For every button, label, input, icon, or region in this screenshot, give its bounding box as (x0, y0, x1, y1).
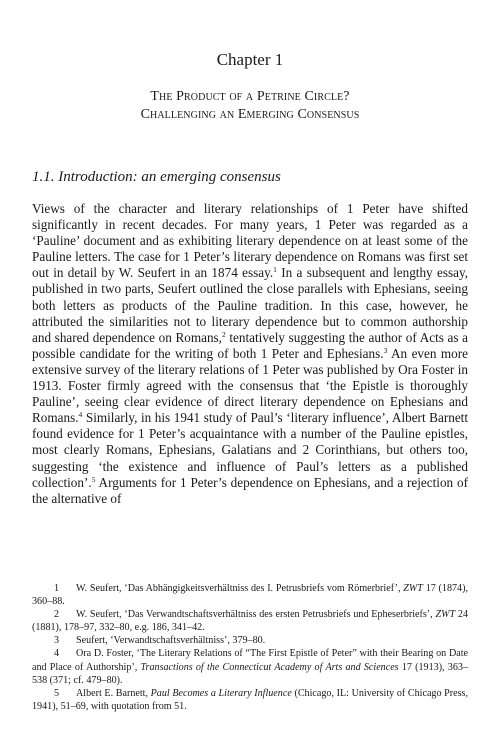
body-paragraph (32, 201, 468, 507)
footnote-number: 4 (53, 648, 59, 660)
footnote (32, 608, 468, 634)
body-text-segment: In a subsequent and lengthy essay, published in two parts, Seufert outlined the close parallels with Ephesians, seeing both letters as products of the Pauline tradition. In this case, however, he attributed the similarities not to literary dependence but to common authorship and shared dependence on Romans, (32, 265, 468, 345)
footnote-number: 5 (53, 687, 59, 699)
footnote-text: (Chicago, IL: University of Chicago Press, 1941), 51–69, with quotation from 51. (32, 687, 468, 712)
footnote-text: 24 (1881), 178–97, 332–80, e.g. 186, 341–42. (32, 609, 469, 634)
footnotes (32, 582, 468, 713)
footnote-ref: 1 (273, 265, 277, 275)
body-text-segment: Similarly, in his 1941 study of Paul’s ‘literary influence’, Albert Barnett found evidence for 1 Peter’s acquaintance with a number of the Pauline epistles, most clearly Romans, Ephesians, Galatians and 2 Corinthians, but others too, suggesting ‘the existence and influence of Paul’s letters as a published collection’. (32, 410, 468, 490)
footnote-text: W. Seufert, ‘Das Abhängigkeitsverhältniss des I. Petrusbriefs vom Römerbrief’, (76, 583, 404, 594)
footnote-italic-text: ZWT (435, 609, 456, 621)
body-text-segment: tentatively suggesting the author of Acts as a possible candidate for the writing of both 1 Peter and Ephesians. (32, 329, 468, 361)
chapter-title-line-1: The Product of a Petrine Circle? (150, 89, 350, 104)
footnote (32, 647, 468, 686)
footnote-ref: 3 (383, 345, 388, 355)
footnote-italic-text: Paul Becomes a Literary Influence (150, 687, 292, 699)
footnote-text: 17 (1913), 363–538 (371; cf. 479–80). (32, 661, 468, 686)
footnote-number: 3 (53, 635, 59, 647)
chapter-title (32, 88, 468, 124)
footnote-ref: 5 (91, 474, 96, 484)
book-page (32, 0, 468, 752)
footnote-text: Albert E. Barnett, (76, 687, 151, 699)
chapter-label: Chapter 1 (216, 50, 284, 69)
footnote (32, 687, 468, 713)
body-text-segment: Views of the character and literary relationships of 1 Peter have shifted significantly in recent decades. For many years, 1 Peter was regarded as a ‘Pauline’ document and as exhibiting literary dependence on at least some of the Pauline letters. The case for 1 Peter’s literary dependence on Romans was first set out in detail by W. Seufert in an 1874 essay. (32, 201, 468, 281)
section-heading: 1.1. Introduction: an emerging consensus (32, 169, 281, 185)
footnote-italic-text: Transactions of the Connecticut Academy of Arts and Sciences (140, 661, 399, 673)
footnote (32, 634, 468, 647)
footnote-text: Ora D. Foster, ‘The Literary Relations of “The First Epistle of Peter” with their Bearing on Date and Place of Authorship’, (32, 648, 468, 673)
footnote-number: 1 (53, 583, 59, 594)
chapter-title-line-2: Challenging an Emerging Consensus (140, 107, 360, 122)
footnote-text: 17 (1874), 360–88. (32, 583, 468, 608)
body-text-segment: Arguments for 1 Peter’s dependence on Ephesians, and a rejection of the alternative of (32, 474, 468, 506)
footnote-text: Seufert, ‘Verwandtschaftsverhältniss’, 379–80. (76, 635, 266, 647)
footnote-ref: 4 (78, 410, 83, 420)
footnote-text: W. Seufert, ‘Das Verwandtschaftsverhältniss des ersten Petrusbriefs und Epheserbriefs’, (76, 609, 436, 621)
footnote (32, 582, 468, 608)
footnote-italic-text: ZWT (403, 583, 423, 594)
footnote-number: 2 (53, 609, 59, 621)
body-text-segment: An even more extensive survey of the literary relations of 1 Peter was published by Ora Foster in 1913. Foster firmly agreed with the consensus that ‘the Epistle is thoroughly Pauline’, seeing clear evidence of direct literary dependence on Ephesians and Romans. (32, 345, 468, 426)
footnote-ref: 2 (221, 329, 226, 339)
